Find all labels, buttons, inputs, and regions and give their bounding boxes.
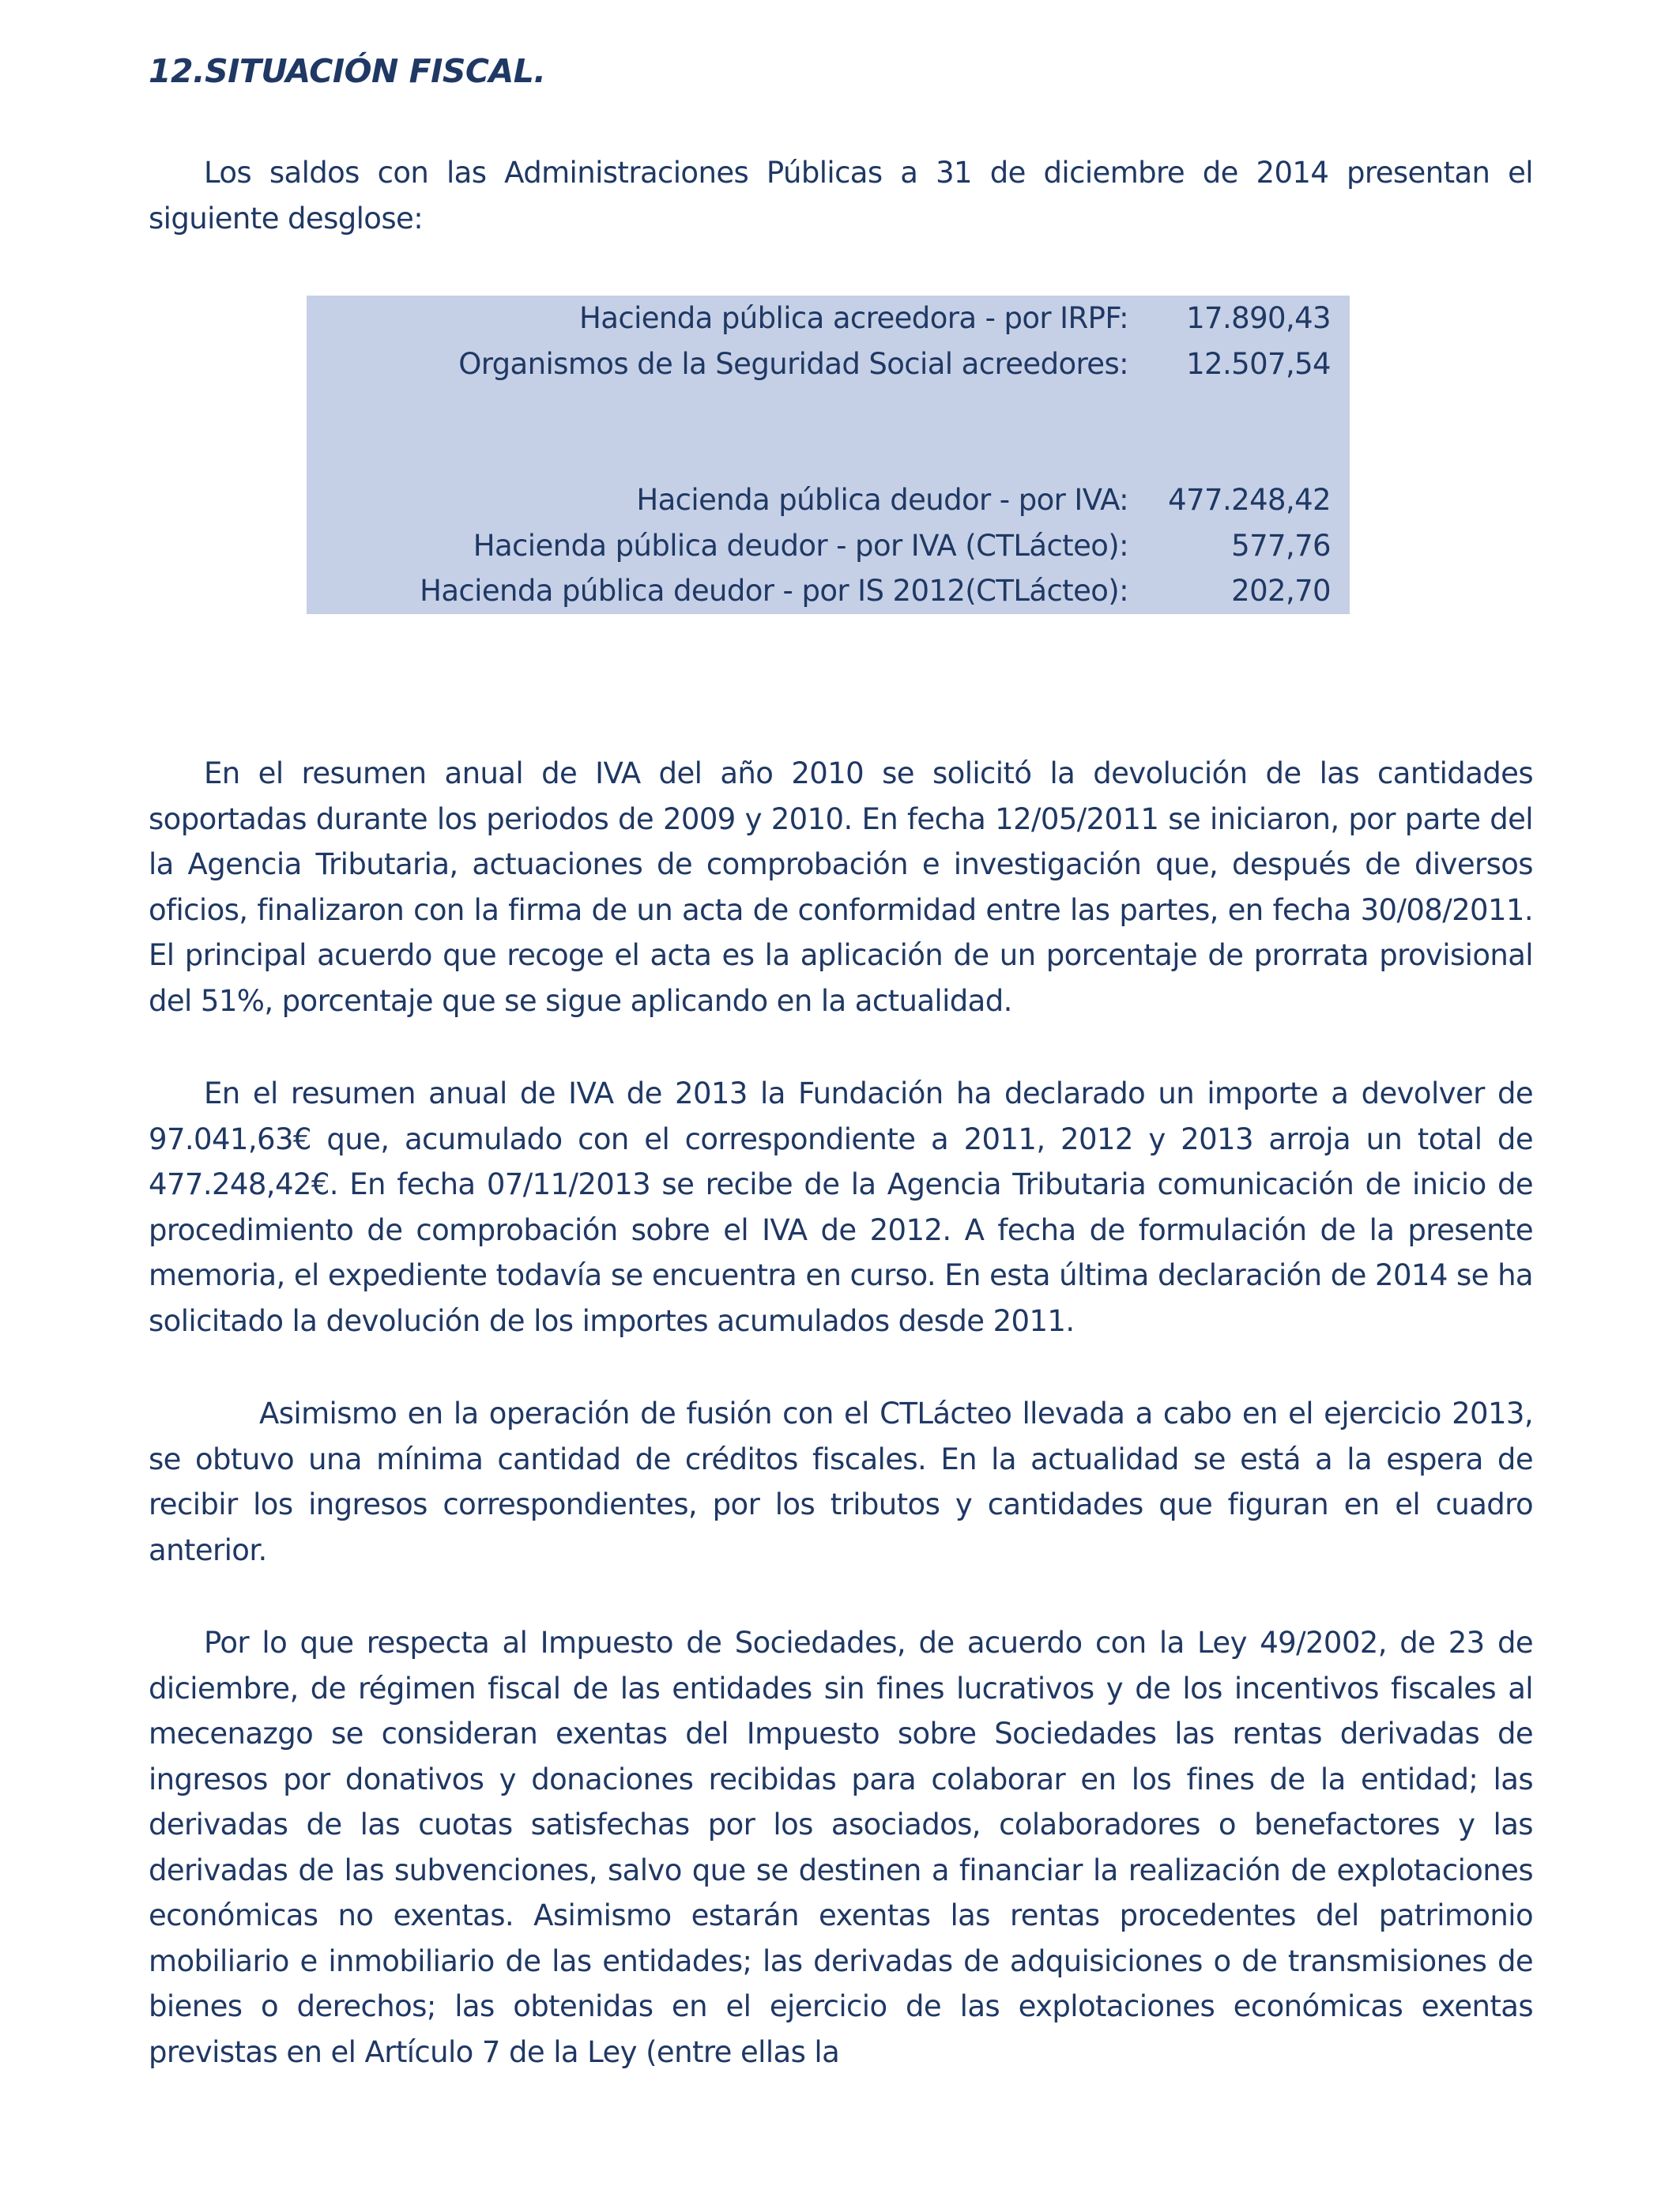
balance-row [307,568,1350,614]
balance-label: Hacienda pública deudor - por IS 2012(CTLácteo): [420,574,1128,608]
table-spacer [307,386,1350,432]
balance-row [307,523,1350,569]
balance-row [307,296,1350,341]
iva-2013-paragraph: En el resumen anual de IVA de 2013 la Fundación ha declarado un importe a devolver de 97.041,63€ que, acumulado con el correspondiente a 2011, 2012 y 2013 arroja un total de 477.248,42€. En fecha 07/11/2013 se recibe de la Agencia Tributaria comunicación de inicio de procedimiento de comprobación sobre el IVA de 2012. A fecha de formulación de la presente memoria, el expediente todavía se encuentra en curso. En esta última declaración de 2014 se ha solicitado la devolución de los importes acumulados desde 2011. [149,1076,1533,1338]
document-page [149,47,1533,2069]
balance-value: 17.890,43 [1186,301,1331,335]
balance-label: Hacienda pública acreedora - por IRPF: [579,301,1128,335]
section-title: 12.SITUACIÓN FISCAL. [149,52,546,90]
balance-label: Hacienda pública deudor - por IVA: [636,483,1128,517]
balance-value: 202,70 [1231,574,1331,608]
table-spacer [307,432,1350,478]
balance-value: 577,76 [1231,528,1331,563]
balance-value: 12.507,54 [1186,346,1331,381]
balance-label: Hacienda pública deudor - por IVA (CTLácteo): [473,528,1128,563]
balances-table [307,296,1350,614]
intro-paragraph: Los saldos con las Administraciones Públicas a 31 de diciembre de 2014 presentan el siguiente desglose: [149,156,1533,236]
fusion-paragraph: Asimismo en la operación de fusión con el CTLácteo llevada a cabo en el ejercicio 2013, se obtuvo una mínima cantidad de créditos fiscales. En la actualidad se está a la espera de recibir los ingresos correspondientes, por los tributos y cantidades que figuran en el cuadro anterior. [149,1397,1533,1567]
impuesto-sociedades-paragraph: Por lo que respecta al Impuesto de Sociedades, de acuerdo con la Ley 49/2002, de 23 de diciembre, de régimen fiscal de las entidades sin fines lucrativos y de los incentivos fiscales al mecenazgo se consideran exentas del Impuesto sobre Sociedades las rentas derivadas de ingresos por donativos y donaciones recibidas para colaborar en los fines de la entidad; las derivadas de las cuotas satisfechas por los asociados, colaboradores o benefactores y las derivadas de las subvenciones, salvo que se destinen a financiar la realización de explotaciones económicas no exentas. Asimismo estarán exentas las rentas procedentes del patrimonio mobiliario e inmobiliario de las entidades; las derivadas de adquisiciones o de transmisiones de bienes o derechos; las obtenidas en el ejercicio de las explotaciones económicas exentas previstas en el Artículo 7 de la Ley (entre ellas la [149,1626,1533,2069]
balance-row [307,477,1350,523]
iva-2010-paragraph: En el resumen anual de IVA del año 2010 se solicitó la devolución de las cantidades soportadas durante los periodos de 2009 y 2010. En fecha 12/05/2011 se iniciaron, por parte del la Agencia Tributaria, actuaciones de comprobación e investigación que, después de diversos oficios, finalizaron con la firma de un acta de conformidad entre las partes, en fecha 30/08/2011. El principal acuerdo que recoge el acta es la aplicación de un porcentaje de prorrata provisional del 51%, porcentaje que se sigue aplicando en la actualidad. [149,756,1533,1018]
balance-label: Organismos de la Seguridad Social acreedores: [458,346,1128,381]
balance-row [307,341,1350,387]
balance-value: 477.248,42 [1168,483,1331,517]
